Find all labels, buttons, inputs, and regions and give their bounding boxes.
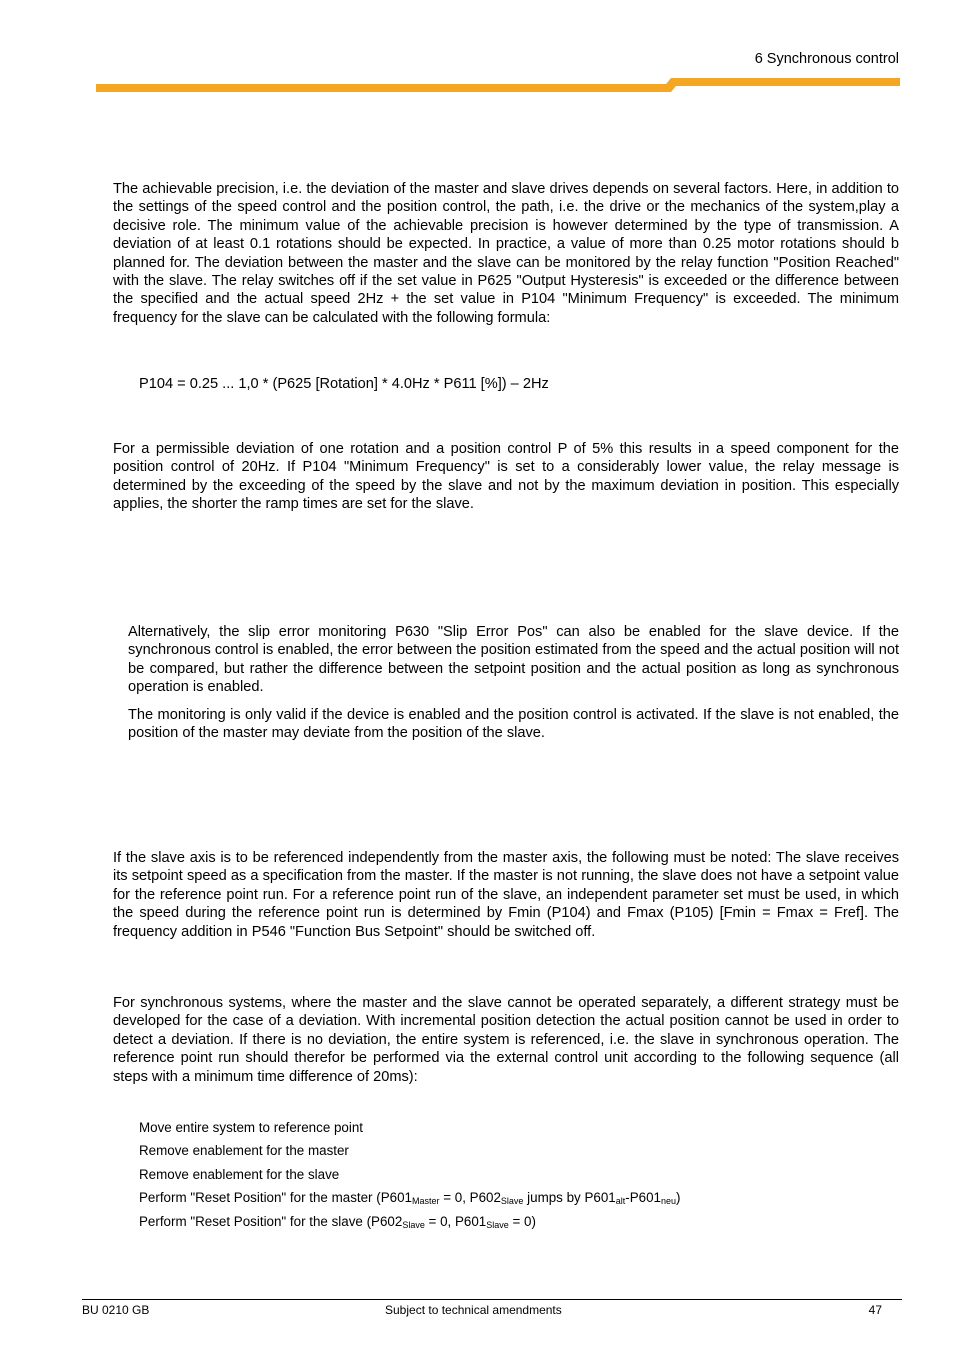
monitoring-validity-paragraph: The monitoring is only valid if the device is enabled and the position control is activated. If the slave is not enabled, the position of the master may deviate from the position of the slave. [128, 707, 899, 742]
header-title: 6 Synchronous control [754, 51, 899, 67]
synchronous-systems-paragraph: For synchronous systems, where the master and the slave cannot be operated separately, a different strategy must be developed for the case of a deviation. With incremental position detection the actual position cannot be used in order to detect a deviation. If there is no deviation, the entire system is referenced, i.e. the slave in synchronous operation. The reference point run should therefor be performed via the external control unit according to the following sequence (all steps with a minimum time difference of 20ms): [113, 995, 899, 1085]
deviation-example-paragraph: For a permissible deviation of one rotation and a position control P of 5% this results in a speed component for the position control of 20Hz. If P104 "Minimum Frequency" is set to a considerably lower value, the relay message is determined by the exceeding of the speed by the slave and not by the maximum deviation in position. This especially applies, the shorter the ramp times are set for the slave. [113, 441, 899, 513]
list-item: Perform "Reset Position" for the slave ($P602_{Slave} = 0$, $P601_{Slave} = 0$) [139, 1213, 536, 1230]
list-item: Remove enablement for the slave [139, 1166, 340, 1182]
slip-error-paragraph: Alternatively, the slip error monitoring P630 "Slip Error Pos" can also be enabled for the slave device. If the synchronous control is enabled, the error between the position estimated from the speed and the actual position will not be compared, but rather the difference between the setpoint position and the actual position as long as synchronous operation is enabled. [128, 624, 899, 696]
precision-paragraph: The achievable precision, i.e. the deviation of the master and slave drives depends on several factors. Here, in addition to the settings of the speed control and the position control, the path, i.e. the drive or the mechanics of the system,play a decisive role. The minimum value of the achievable precision is however determined by the type of transmission. A deviation of at least 0.1 rotations should be expected. In practice, a value of more than 0.25 motor rotations should b planned for. The deviation between the master and the slave can be monitored by the relay function "Position Reached" with the slave. The relay switches off if the set value in P625 "Output Hysteresis" is exceeded or the difference between the specified and the actual speed 2Hz + the set value in P104 "Minimum Frequency" is exceeded. The minimum frequency for the slave can be calculated with the following formula: [113, 181, 899, 326]
reference-sequence-list [139, 1119, 680, 1236]
footer-document-id: BU 0210 GB [82, 1303, 150, 1317]
list-item: Perform "Reset Position" for the master ($P601_{Master} = 0$, $P602_{Slave}$ jumps by $P601_{alt}-P601_{neu}$) [139, 1190, 681, 1207]
header-accent-bar [96, 78, 900, 92]
list-item: Move entire system to reference point [139, 1120, 364, 1135]
footer-divider [82, 1299, 902, 1300]
footer-notice: Subject to technical amendments [385, 1303, 562, 1317]
list-item: Remove enablement for the master [139, 1143, 349, 1159]
min-frequency-formula: P104 = 0.25 ... 1,0 * (P625 [Rotation] * 4.0Hz * P611 [%]) – 2Hz [139, 376, 549, 392]
page-number: 47 [868, 1303, 882, 1317]
slave-referencing-paragraph: If the slave axis is to be referenced independently from the master axis, the following must be noted: The slave receives its setpoint speed as a specification from the master. If the master is not running, the slave does not have a setpoint value for the reference point run. For a reference point run of the slave, an independent parameter set must be used, in which the speed during the reference point run is determined by Fmin (P104) and Fmax (P105) [Fmin = Fmax = Fref]. The frequency addition in P546 "Function Bus Setpoint" should be switched off. [113, 850, 899, 940]
